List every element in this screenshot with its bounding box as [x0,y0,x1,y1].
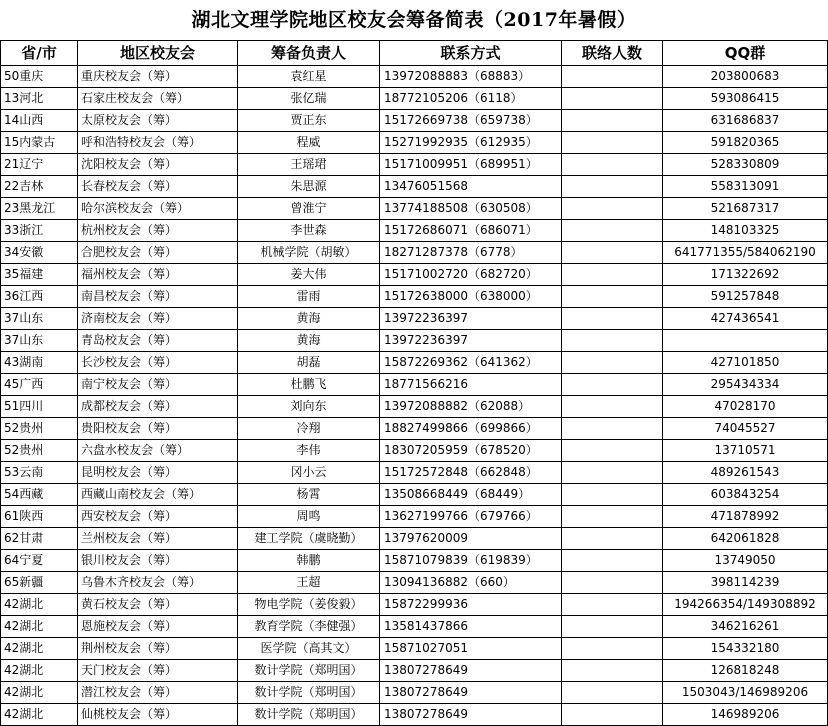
contact-cell[interactable]: 15871027051 [380,638,562,660]
qq-cell[interactable]: 126818248 [663,660,828,682]
qq-cell[interactable]: 146989206 [663,704,828,726]
association-cell[interactable]: 西藏山南校友会（筹） [78,484,238,506]
association-cell[interactable]: 南昌校友会（筹） [78,286,238,308]
person-cell[interactable]: 冈小云 [238,462,380,484]
contact-cell[interactable]: 13807278649 [380,682,562,704]
table-row [1,308,828,330]
association-cell[interactable]: 成都校友会（筹） [78,396,238,418]
count-cell[interactable] [562,462,663,484]
count-cell[interactable] [562,550,663,572]
count-cell[interactable] [562,440,663,462]
province-cell[interactable]: 43湖南 [1,352,78,374]
qq-cell[interactable]: 47028170 [663,396,828,418]
table-row [1,484,828,506]
association-cell[interactable]: 仙桃校友会（筹） [78,704,238,726]
table-row [1,396,828,418]
qq-cell[interactable]: 1503043/146989206 [663,682,828,704]
association-cell[interactable]: 潜江校友会（筹） [78,682,238,704]
qq-cell[interactable]: 154332180 [663,638,828,660]
contact-cell[interactable]: 13972236397 [380,308,562,330]
count-cell[interactable] [562,660,663,682]
province-cell[interactable]: 50重庆 [1,66,78,88]
count-cell[interactable] [562,264,663,286]
count-cell[interactable] [562,132,663,154]
province-cell[interactable]: 52贵州 [1,440,78,462]
table-row [1,132,828,154]
person-cell[interactable]: 袁红星 [238,66,380,88]
contact-cell[interactable]: 18771566216 [380,374,562,396]
province-cell[interactable]: 37山东 [1,308,78,330]
province-cell[interactable]: 22吉林 [1,176,78,198]
count-cell[interactable] [562,572,663,594]
table-body [1,66,828,726]
person-cell[interactable]: 物电学院（姜俊毅） [238,594,380,616]
association-cell[interactable]: 天门校友会（筹） [78,660,238,682]
person-cell[interactable]: 数计学院（郑明国） [238,704,380,726]
person-cell[interactable]: 胡磊 [238,352,380,374]
table-row [1,176,828,198]
qq-cell[interactable]: 74045527 [663,418,828,440]
association-cell[interactable]: 太原校友会（筹） [78,110,238,132]
qq-cell[interactable]: 194266354/149308892 [663,594,828,616]
association-cell[interactable]: 西安校友会（筹） [78,506,238,528]
province-cell[interactable]: 45广西 [1,374,78,396]
person-cell[interactable]: 曾淮宁 [238,198,380,220]
count-cell[interactable] [562,176,663,198]
table-row [1,374,828,396]
table-row [1,198,828,220]
province-cell[interactable]: 42湖北 [1,594,78,616]
qq-cell[interactable]: 593086415 [663,88,828,110]
association-cell[interactable]: 长沙校友会（筹） [78,352,238,374]
count-cell[interactable] [562,198,663,220]
contact-cell[interactable]: 15872269362（641362） [380,352,562,374]
person-cell[interactable]: 周鸣 [238,506,380,528]
province-cell[interactable]: 51四川 [1,396,78,418]
association-cell[interactable]: 兰州校友会（筹） [78,528,238,550]
contact-cell[interactable]: 13807278649 [380,660,562,682]
person-cell[interactable]: 数计学院（郑明国） [238,660,380,682]
contact-cell[interactable]: 13972236397 [380,330,562,352]
qq-cell[interactable] [663,330,828,352]
association-cell[interactable]: 乌鲁木齐校友会（筹） [78,572,238,594]
table-row [1,110,828,132]
person-cell[interactable]: 机械学院（胡敏） [238,242,380,264]
qq-cell[interactable]: 148103325 [663,220,828,242]
qq-cell[interactable]: 591820365 [663,132,828,154]
person-cell[interactable]: 黄海 [238,330,380,352]
contact-cell[interactable]: 18271287378（6778） [380,242,562,264]
association-cell[interactable]: 荆州校友会（筹） [78,638,238,660]
association-cell[interactable]: 六盘水校友会（筹） [78,440,238,462]
contact-cell[interactable]: 13972088882（62088） [380,396,562,418]
person-cell[interactable]: 杨霄 [238,484,380,506]
contact-cell[interactable]: 15871079839（619839） [380,550,562,572]
province-cell[interactable]: 42湖北 [1,616,78,638]
person-cell[interactable]: 雷雨 [238,286,380,308]
association-cell[interactable]: 沈阳校友会（筹） [78,154,238,176]
province-cell[interactable]: 54西藏 [1,484,78,506]
person-cell[interactable]: 王超 [238,572,380,594]
contact-cell[interactable]: 13972088883（68883） [380,66,562,88]
contact-cell[interactable]: 13476051568 [380,176,562,198]
qq-cell[interactable]: 471878992 [663,506,828,528]
table-row [1,462,828,484]
count-cell[interactable] [562,88,663,110]
table-row [1,660,828,682]
province-cell[interactable]: 21辽宁 [1,154,78,176]
qq-cell[interactable]: 591257848 [663,286,828,308]
table-row [1,88,828,110]
count-cell[interactable] [562,286,663,308]
table-row [1,506,828,528]
count-cell[interactable] [562,418,663,440]
table-row [1,616,828,638]
qq-cell[interactable]: 521687317 [663,198,828,220]
person-cell[interactable]: 王瑶珺 [238,154,380,176]
province-cell[interactable]: 33浙江 [1,220,78,242]
province-cell[interactable]: 23黑龙江 [1,198,78,220]
person-cell[interactable]: 冷翔 [238,418,380,440]
count-cell[interactable] [562,616,663,638]
province-cell[interactable]: 14山西 [1,110,78,132]
province-cell[interactable]: 42湖北 [1,638,78,660]
person-cell[interactable]: 建工学院（虞晓勤） [238,528,380,550]
qq-cell[interactable]: 427436541 [663,308,828,330]
association-cell[interactable]: 石家庄校友会（筹） [78,88,238,110]
contact-cell[interactable]: 13508668449（68449） [380,484,562,506]
qq-cell[interactable]: 427101850 [663,352,828,374]
contact-cell[interactable]: 15172686071（686071） [380,220,562,242]
province-cell[interactable]: 37山东 [1,330,78,352]
association-cell[interactable]: 长春校友会（筹） [78,176,238,198]
table-row [1,594,828,616]
person-cell[interactable]: 贾正东 [238,110,380,132]
contact-cell[interactable]: 13797620009 [380,528,562,550]
association-cell[interactable]: 南宁校友会（筹） [78,374,238,396]
qq-cell[interactable]: 13710571 [663,440,828,462]
contact-cell[interactable]: 13094136882（660） [380,572,562,594]
count-cell[interactable] [562,528,663,550]
qq-cell[interactable]: 203800683 [663,66,828,88]
table-row [1,286,828,308]
person-cell[interactable]: 刘向东 [238,396,380,418]
table-row [1,264,828,286]
header-person-in-charge: 筹备负责人 [238,41,380,66]
association-cell[interactable]: 福州校友会（筹） [78,264,238,286]
qq-cell[interactable]: 642061828 [663,528,828,550]
association-cell[interactable]: 黄石校友会（筹） [78,594,238,616]
contact-cell[interactable]: 15172572848（662848） [380,462,562,484]
table-row [1,330,828,352]
association-cell[interactable]: 重庆校友会（筹） [78,66,238,88]
association-cell[interactable]: 银川校友会（筹） [78,550,238,572]
contact-cell[interactable]: 13581437866 [380,616,562,638]
header-contact: 联系方式 [380,41,562,66]
province-cell[interactable]: 62甘肃 [1,528,78,550]
table-row [1,528,828,550]
province-cell[interactable]: 53云南 [1,462,78,484]
province-cell[interactable]: 35福建 [1,264,78,286]
person-cell[interactable]: 教育学院（李健强） [238,616,380,638]
qq-cell[interactable]: 631686837 [663,110,828,132]
qq-cell[interactable]: 13749050 [663,550,828,572]
qq-cell[interactable]: 528330809 [663,154,828,176]
header-qq-group: QQ群 [663,41,828,66]
contact-cell[interactable]: 15271992935（612935） [380,132,562,154]
table-row [1,638,828,660]
contact-cell[interactable]: 15172638000（638000） [380,286,562,308]
province-cell[interactable]: 15内蒙古 [1,132,78,154]
contact-cell[interactable]: 18772105206（6118） [380,88,562,110]
person-cell[interactable]: 李世森 [238,220,380,242]
count-cell[interactable] [562,396,663,418]
alumni-table [0,40,828,726]
qq-cell[interactable]: 295434334 [663,374,828,396]
association-cell[interactable]: 贵阳校友会（筹） [78,418,238,440]
count-cell[interactable] [562,220,663,242]
count-cell[interactable] [562,154,663,176]
qq-cell[interactable]: 603843254 [663,484,828,506]
province-cell[interactable]: 61陕西 [1,506,78,528]
count-cell[interactable] [562,110,663,132]
association-cell[interactable]: 呼和浩特校友会（筹） [78,132,238,154]
province-cell[interactable]: 42湖北 [1,682,78,704]
table-row [1,242,828,264]
person-cell[interactable]: 程威 [238,132,380,154]
count-cell[interactable] [562,242,663,264]
contact-cell[interactable]: 15171002720（682720） [380,264,562,286]
person-cell[interactable]: 医学院（高其文） [238,638,380,660]
table-row [1,440,828,462]
count-cell[interactable] [562,594,663,616]
header-contact-count: 联络人数 [562,41,663,66]
qq-cell[interactable]: 171322692 [663,264,828,286]
person-cell[interactable]: 杜鹏飞 [238,374,380,396]
province-cell[interactable]: 36江西 [1,286,78,308]
association-cell[interactable]: 昆明校友会（筹） [78,462,238,484]
qq-cell[interactable]: 641771355/584062190 [663,242,828,264]
qq-cell[interactable]: 558313091 [663,176,828,198]
count-cell[interactable] [562,308,663,330]
province-cell[interactable]: 52贵州 [1,418,78,440]
person-cell[interactable]: 张亿瑞 [238,88,380,110]
header-row [1,41,828,66]
count-cell[interactable] [562,66,663,88]
contact-cell[interactable]: 18307205959（678520） [380,440,562,462]
qq-cell[interactable]: 489261543 [663,462,828,484]
person-cell[interactable]: 姜大伟 [238,264,380,286]
count-cell[interactable] [562,352,663,374]
person-cell[interactable]: 李伟 [238,440,380,462]
province-cell[interactable]: 64宁夏 [1,550,78,572]
count-cell[interactable] [562,330,663,352]
table-row [1,572,828,594]
table-row [1,704,828,726]
count-cell[interactable] [562,484,663,506]
table-row [1,682,828,704]
province-cell[interactable]: 42湖北 [1,660,78,682]
count-cell[interactable] [562,638,663,660]
person-cell[interactable]: 数计学院（郑明国） [238,682,380,704]
contact-cell[interactable]: 13807278649 [380,704,562,726]
header-province: 省/市 [1,41,78,66]
sheet-title: 湖北文理学院地区校友会筹备简表（2017年暑假） [191,9,637,31]
contact-cell[interactable]: 13627199766（679766） [380,506,562,528]
qq-cell[interactable]: 398114239 [663,572,828,594]
person-cell[interactable]: 韩鹏 [238,550,380,572]
contact-cell[interactable]: 13774188508（630508） [380,198,562,220]
province-cell[interactable]: 34安徽 [1,242,78,264]
count-cell[interactable] [562,506,663,528]
count-cell[interactable] [562,682,663,704]
table-row [1,418,828,440]
association-cell[interactable]: 恩施校友会（筹） [78,616,238,638]
table-row [1,220,828,242]
header-alumni-association: 地区校友会 [78,41,238,66]
table-row [1,66,828,88]
association-cell[interactable]: 青岛校友会（筹） [78,330,238,352]
table-row [1,352,828,374]
person-cell[interactable]: 朱思源 [238,176,380,198]
association-cell[interactable]: 合肥校友会（筹） [78,242,238,264]
person-cell[interactable]: 黄海 [238,308,380,330]
contact-cell[interactable]: 18827499866（699866） [380,418,562,440]
table-row [1,550,828,572]
table-row [1,154,828,176]
qq-cell[interactable]: 346216261 [663,616,828,638]
association-cell[interactable]: 济南校友会（筹） [78,308,238,330]
count-cell[interactable] [562,704,663,726]
contact-cell[interactable]: 15172669738（659738） [380,110,562,132]
count-cell[interactable] [562,374,663,396]
province-cell[interactable]: 65新疆 [1,572,78,594]
province-cell[interactable]: 42湖北 [1,704,78,726]
association-cell[interactable]: 哈尔滨校友会（筹） [78,198,238,220]
province-cell[interactable]: 13河北 [1,88,78,110]
contact-cell[interactable]: 15872299936 [380,594,562,616]
association-cell[interactable]: 杭州校友会（筹） [78,220,238,242]
contact-cell[interactable]: 15171009951（689951） [380,154,562,176]
